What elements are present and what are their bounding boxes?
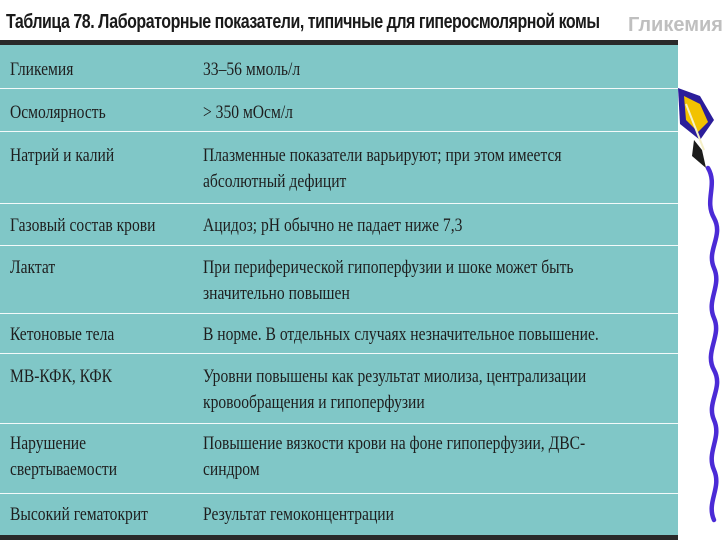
row-label: Нарушение свертываемости <box>10 433 118 480</box>
row-label: Осмолярность <box>10 102 106 123</box>
pencil-icon <box>678 88 714 168</box>
row-label: Гликемия <box>10 59 74 80</box>
row-separator <box>0 88 678 89</box>
row-value: Ацидоз; pH обычно не падает ниже 7,3 <box>203 215 463 236</box>
wavy-border-decoration <box>670 0 720 540</box>
row-value: 33–56 ммоль/л <box>203 59 301 80</box>
row-value: Плазменные показатели варьируют; при этом имеется абсолютный дефицит <box>203 145 562 192</box>
row-label: Кетоновые тела <box>10 324 115 345</box>
row-label: Натрий и калий <box>10 145 115 166</box>
bottom-rule <box>0 535 678 540</box>
row-value: В норме. В отдельных случаях незначительное повышение. <box>203 324 599 345</box>
row-separator <box>0 131 678 132</box>
row-label: Лактат <box>10 257 56 278</box>
row-separator <box>0 203 678 204</box>
row-separator <box>0 353 678 354</box>
row-value: Результат гемоконцентрации <box>203 504 394 525</box>
row-label: Газовый состав крови <box>10 215 156 236</box>
row-label: МВ-КФК, КФК <box>10 366 113 387</box>
bleed-through-text: Гликемия <box>628 14 723 36</box>
row-separator <box>0 423 678 424</box>
row-label: Высокий гематокрит <box>10 504 148 525</box>
row-separator <box>0 245 678 246</box>
table-caption: Таблица 78. Лабораторные показатели, типичные для гиперосмолярной комы <box>6 10 600 33</box>
row-separator <box>0 313 678 314</box>
row-value: Повышение вязкости крови на фоне гипоперфузии, ДВС- синдром <box>203 433 586 480</box>
row-value: При периферической гипоперфузии и шоке может быть значительно повышен <box>203 257 574 304</box>
lab-table <box>0 45 678 540</box>
row-separator <box>0 493 678 494</box>
row-value: Уровни повышены как результат миолиза, централизации кровообращения и гипоперфузии <box>203 366 587 413</box>
row-value: > 350 мОсм/л <box>203 102 293 123</box>
